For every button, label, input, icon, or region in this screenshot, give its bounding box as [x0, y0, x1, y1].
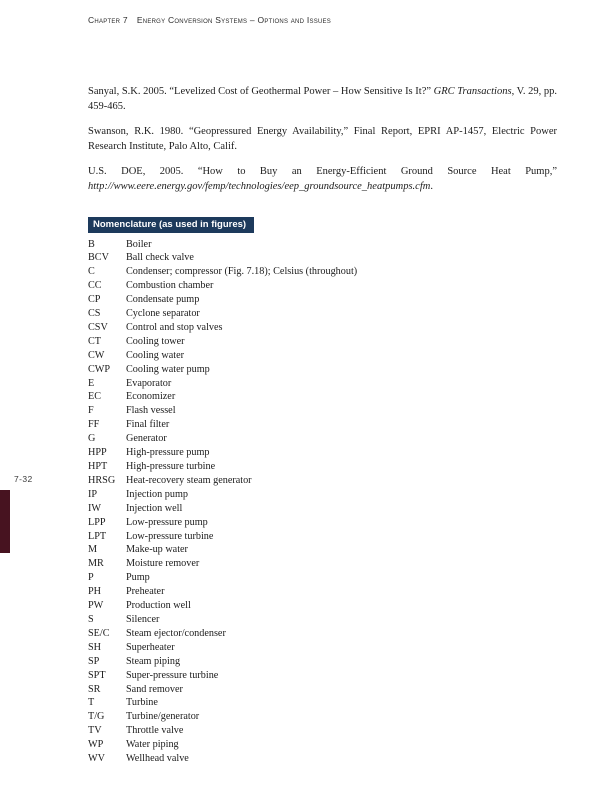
page-number: 7-32 [14, 474, 33, 484]
nomenclature-definition: Boiler [126, 238, 152, 250]
nomenclature-definition: Heat-recovery steam generator [126, 474, 252, 486]
nomenclature-definition: Turbine/generator [126, 711, 200, 723]
nomenclature-abbr: G [88, 433, 96, 445]
nomenclature-row [88, 363, 557, 377]
reference-italic-segment: GRC Transactions [433, 86, 512, 97]
nomenclature-definition: Throttle valve [126, 725, 184, 737]
nomenclature-abbr: T/G [88, 711, 105, 723]
nomenclature-abbr: T [88, 697, 95, 709]
nomenclature-definition: Injection pump [126, 488, 188, 500]
nomenclature-definition: Steam piping [126, 655, 181, 667]
nomenclature-abbr: C [88, 266, 95, 278]
nomenclature-row [88, 251, 557, 265]
nomenclature-definition: Final filter [126, 419, 170, 431]
nomenclature-abbr: HPP [88, 447, 107, 459]
nomenclature-abbr: CW [88, 349, 105, 361]
nomenclature-abbr: HPT [88, 461, 108, 472]
nomenclature-abbr: MR [88, 558, 104, 570]
nomenclature-abbr: LPT [88, 530, 107, 542]
reference-text-segment: , V. 29, pp. 459-465. [88, 86, 557, 112]
nomenclature-definition: Generator [126, 433, 167, 445]
nomenclature-abbr: SH [88, 641, 102, 653]
nomenclature-abbr: PW [88, 600, 104, 612]
nomenclature-definition: High-pressure pump [126, 447, 210, 459]
nomenclature-abbr: SP [88, 655, 100, 667]
nomenclature-row [88, 669, 557, 683]
nomenclature-abbr: CSV [88, 321, 108, 333]
nomenclature-abbr: F [88, 405, 94, 417]
nomenclature-row [88, 321, 557, 335]
nomenclature-abbr: EC [88, 391, 102, 403]
nomenclature-definition: Moisture remover [126, 558, 200, 570]
nomenclature-row [88, 724, 557, 738]
nomenclature-abbr: M [88, 544, 98, 556]
nomenclature-abbr: PH [88, 586, 102, 598]
nomenclature-row [88, 238, 557, 252]
nomenclature-row [88, 293, 557, 307]
chapter-title: Energy Conversion Systems – Options and Issues [136, 15, 332, 25]
nomenclature-heading [88, 217, 254, 233]
nomenclature-row [88, 474, 557, 488]
nomenclature-definition: Preheater [126, 586, 165, 598]
references-list [88, 84, 557, 194]
nomenclature-row [88, 710, 557, 724]
nomenclature-definition: Ball check valve [126, 252, 194, 264]
nomenclature-row [88, 349, 557, 363]
nomenclature-abbr: P [88, 572, 94, 584]
nomenclature-abbr: IW [88, 502, 102, 514]
nomenclature-definition: Low-pressure turbine [126, 530, 214, 542]
nomenclature-abbr: CS [88, 308, 101, 320]
nomenclature-row [88, 502, 557, 516]
nomenclature-definition: Cooling water [126, 349, 185, 361]
nomenclature-abbr: FF [88, 419, 100, 431]
nomenclature-definition: Combustion chamber [126, 280, 214, 292]
nomenclature-list [88, 238, 557, 766]
nomenclature-abbr: CC [88, 280, 102, 292]
page-content [88, 84, 557, 766]
nomenclature-row [88, 557, 557, 571]
nomenclature-row [88, 335, 557, 349]
reference-italic-segment: http://www.eere.energy.gov/femp/technologies/eep_groundsource_heatpumps.cfm [88, 181, 431, 192]
nomenclature-definition: Flash vessel [126, 405, 176, 417]
nomenclature-definition: Super-pressure turbine [126, 669, 219, 681]
reference-text-segment: U.S. DOE, 2005. “How to Buy an Energy-Efficient Ground Source Heat Pump,” [88, 166, 557, 177]
nomenclature-row [88, 683, 557, 697]
reference-text-segment: Swanson, R.K. 1980. “Geopressured Energy Availability,” Final Report, EPRI AP-1457, Electric Power Research Institute, Palo Alto, Calif. [88, 126, 557, 152]
nomenclature-definition: Injection well [126, 502, 183, 514]
nomenclature-row [88, 418, 557, 432]
nomenclature-definition: Low-pressure pump [126, 516, 208, 528]
nomenclature-row [88, 265, 557, 279]
nomenclature-abbr: E [88, 377, 95, 389]
nomenclature-row [88, 585, 557, 599]
nomenclature-row [88, 432, 557, 446]
reference-entry [88, 124, 557, 154]
reference-entry [88, 164, 557, 194]
nomenclature-definition: Wellhead valve [126, 753, 189, 765]
nomenclature-row [88, 377, 557, 391]
nomenclature-row [88, 446, 557, 460]
nomenclature-row [88, 613, 557, 627]
nomenclature-abbr: SR [88, 683, 101, 695]
nomenclature-definition: Cooling tower [126, 335, 185, 347]
chapter-tab-marker [0, 490, 10, 553]
nomenclature-definition: High-pressure turbine [126, 461, 216, 472]
nomenclature-definition: Sand remover [126, 683, 183, 695]
reference-text-segment: Sanyal, S.K. 2005. “Levelized Cost of Geothermal Power – How Sensitive Is It?” [88, 86, 434, 97]
nomenclature-abbr: BCV [88, 252, 109, 264]
nomenclature-abbr: SE/C [88, 627, 110, 639]
nomenclature-abbr: CWP [88, 363, 111, 375]
nomenclature-definition: Pump [126, 572, 150, 584]
nomenclature-abbr: WP [88, 739, 104, 751]
nomenclature-abbr: CT [88, 335, 102, 347]
nomenclature-row [88, 488, 557, 502]
nomenclature-definition: Turbine [126, 697, 158, 709]
nomenclature-abbr: WV [88, 753, 105, 765]
chapter-label: Chapter 7 [88, 15, 128, 25]
nomenclature-abbr: LPP [88, 516, 106, 528]
nomenclature-definition: Water piping [126, 739, 179, 751]
nomenclature-row [88, 390, 557, 404]
nomenclature-abbr: S [88, 613, 94, 625]
nomenclature-definition: Cooling water pump [126, 363, 210, 375]
nomenclature-definition: Silencer [126, 613, 160, 625]
nomenclature-row [88, 738, 557, 752]
nomenclature-row [88, 571, 557, 585]
nomenclature-definition: Control and stop valves [126, 321, 223, 333]
nomenclature-row [88, 307, 557, 321]
nomenclature-heading-label: Nomenclature (as used in figures) [93, 218, 247, 230]
nomenclature-abbr: B [88, 238, 95, 250]
nomenclature-row [88, 404, 557, 418]
running-header [88, 15, 331, 25]
nomenclature-abbr: CP [88, 294, 101, 306]
nomenclature-row [88, 696, 557, 710]
nomenclature-row [88, 516, 557, 530]
nomenclature-row [88, 279, 557, 293]
nomenclature-definition: Make-up water [126, 544, 188, 556]
nomenclature-row [88, 460, 557, 474]
nomenclature-abbr: HRSG [88, 474, 116, 486]
reference-entry [88, 84, 557, 114]
nomenclature-definition: Economizer [126, 391, 176, 403]
nomenclature-row [88, 543, 557, 557]
nomenclature-abbr: IP [88, 488, 98, 500]
nomenclature-definition: Superheater [126, 641, 175, 653]
nomenclature-definition: Production well [126, 600, 191, 612]
reference-text-segment: . [430, 181, 433, 192]
nomenclature-definition: Condensate pump [126, 294, 200, 306]
nomenclature-definition: Cyclone separator [126, 308, 200, 320]
nomenclature-row [88, 530, 557, 544]
nomenclature-abbr: TV [88, 725, 102, 737]
nomenclature-row [88, 655, 557, 669]
nomenclature-row [88, 599, 557, 613]
nomenclature-definition: Evaporator [126, 377, 172, 389]
nomenclature-definition: Steam ejector/condenser [126, 627, 226, 639]
nomenclature-definition: Condenser; compressor (Fig. 7.18); Celsius (throughout) [126, 266, 358, 278]
nomenclature-row [88, 641, 557, 655]
nomenclature-abbr: SPT [88, 669, 106, 681]
nomenclature-row [88, 627, 557, 641]
nomenclature-row [88, 752, 557, 766]
